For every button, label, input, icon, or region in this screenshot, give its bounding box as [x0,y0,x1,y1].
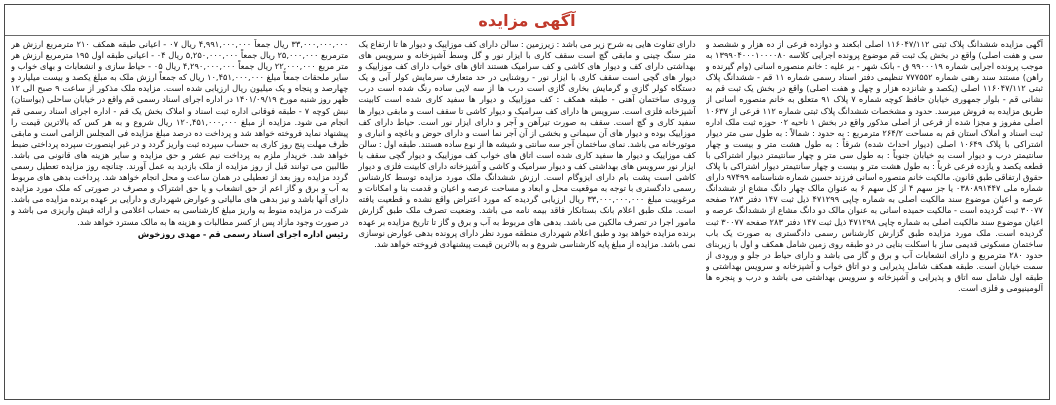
header-divider [5,35,1049,36]
column-middle-text: دارای تفاوت هایی به شرح زیر می باشد : زیرزمین : سالن دارای کف موزاییک و دیوار ها تا ارتفاع یک متر سنگ چینی و مابقی گچ است سقف کاری با ایزار نور و گل وسط آشپزخانه و سرویس های بهداشتی دارای کف و دیوار های کاشی و کف سرامیک هستند اتاق های خواب دارای کف موزاییک و دیوار های گچی است سقف کاری با ایزار نور - روشنایی در حد متعارف سرمایش کولر آبی و یک دستگاه کولر گازی و گرمایش بخاری گازی است درب ها از سه لایی ساده رنگ شده است درب ورودی ساختمان آهنی - طبقه همکف : کف موزاییک و دیوار ها سفید کاری شده است کابینت آشپزخانه فلزی است. سرویس ها دارای کف سرامیک و دیوار کاشی تا سقف است و مابقی دیوار ها سفید کاری و گچ است. سقف به صورت تیرآهن و آجر و دارای ایزار نور است. حیاط دارای کف موزاییک بوده و دیوار های آن سیمانی و بخشی از آن آجر نما است و دارای حوض و باغچه و انباری و موتورخانه می باشد. نمای ساختمان آجر سه سانتی و شیشه ها از نوع ساده هستند. طبقه اول : سالن کف موزاییک و دیوار ها سفید کاری شده است اتاق های خواب کف موزاییک و دیوار گچی سقف با ایزار نور سرویس های بهداشتی کف و دیوار سرامیک و کاشی و آشپزخانه دارای کابینت فلزی و دیوار کاشی است پشت بام دارای ایزوگام است. ارزش ششدانگ ملک مورد مزایده توسط کارشناس رسمی دادگستری با توجه به موقعیت محل و ابعاد و مساحت عرصه و اعیان و قدمت بنا و امکانات و مرغوبیت مبلغ ۳۳,۰۰۰,۰۰۰,۰۰۰ ریال ارزیابی گردیده که مورد اعتراض واقع نشده و قطعیت یافته است. ملک طبق اعلام بانک بستانکار فاقد بیمه نامه می باشد. وضعیت تصرف ملک طبق گزارش مامور اجرا در تصرف مالکین می باشد. بدهی های مربوط به آب و برق و گاز تا تاریخ مزایده بر عهده برنده مزایده خواهد بود و طبق اعلام شهرداری منطقه مورد نظر دارای پرونده بدهی عوارض نوسازی نمی باشد. مزایده از مبلغ پایه کارشناسی شروع و به بالاترین قیمت پیشنهادی فروخته خواهد شد. [358,39,696,249]
column-left-text: ۳۳,۰۰۰,۰۰۰,۰۰۰ ریال جمعاً ۴,۹۹۱,۰۰۰,۰۰۰ ریال ۰۷ - اعیانی طبقه همکف ۲۱۰ مترمربع ارزش هر مترمربع ۲۵,۰۰۰,۰۰۰ ریال جمعاً ۵,۲۵۰,۰۰۰,۰۰۰ ریال ۰۴ - اعیانی طبقه اول ۱۹۵ مترمربع ارزش هر متر مربع ۲۲,۰۰۰,۰۰۰ ریال جمعاً ۴,۲۹۰,۰۰۰,۰۰۰ ریال ۰۵ - حیاط سازی و انشعابات و بهای خواب و سایر ملحقات جمعاً مبلغ ۱۰,۴۵۱,۰۰۰,۰۰۰ ریال که جمعاً ارزش ملک به مبلغ یکصد و بیست میلیارد و چهارصد و پنجاه و یک میلیون ریال ارزیابی شده است. مزایده ملک مذکور از ساعت ۹ صبح الی ۱۲ ظهر روز شنبه مورخ ۱۴۰۱/۰۹/۱۹ در اداره اجرای اسناد رسمی قم واقع در خیابان ساحلی (بواستان) نبش کوچه ۷ - طبقه فوقانی اداره ثبت اسناد و املاک بخش یک قم - اداره اجرای اسناد رسمی قم انجام می شود. مزایده از مبلغ ۱۲۰,۴۵۱,۰۰۰,۰۰۰ ریال شروع و به هر کس که بالاترین قیمت را پیشنهاد نماید فروخته خواهد شد و پرداخت ده درصد مبلغ مزایده فی المجلس الزامی است و مابقی ظرف مهلت پنج روز کاری به حساب سپرده ثبت واریز گردد و در غیر اینصورت سپرده پرداختی ضبط خواهد شد. خریدار ملزم به پرداخت نیم عشر و حق مزایده و سایر هزینه های قانونی می باشد. طالبین می توانند قبل از روز مزایده از ملک بازدید به عمل آورند. چنانچه روز مزایده تعطیل رسمی گردد مزایده روز بعد از تعطیلی در همان ساعت و محل انجام خواهد شد. پرداخت بدهی های مربوط به آب و برق و گاز اعم از حق انشعاب و یا حق اشتراک و مصرف در صورتی که ملک مورد مزایده دارای آنها باشد و نیز بدهی های مالیاتی و عوارض شهرداری و دارایی بر عهده برنده مزایده می باشد. شرکت در مزایده منوط به واریز مبلغ کارشناسی به حساب اعلامی و ارائه فیش واریزی می باشد و در صورت وجود مازاد پس از کسر مطالبات و هزینه ها به مالک مسترد خواهد شد. [11,39,349,227]
notice-header [5,5,1049,35]
notice-frame [4,4,1050,400]
text-column-middle [358,39,695,395]
signature-line: رئیس اداره اجرای اسناد رسمی قم - مهدی روزخوش [137,228,349,239]
notice-body [11,39,1043,395]
text-column-left [11,39,348,395]
column-right-text: آگهی مزایده ششدانگ پلاک ثبتی ۱۱۶۰۴۷/۱۱۲ اصلی ابکعند و دوازده فرعی از ده هزار و ششصد و سی و هفت اصلی) واقع در بخش یک ثبت قم موضوع پرونده اجرایی کلاسه ۱۳۹۹۰۴۰۰۰۱۰۰۰۰۸۰ به موجب پرونده اجرایی شماره ۹۹۰۰۰۱۹ ق - بانک شهر - بر علیه : خانم منصوره اسانی (وام گیرنده و راهن) مستند سند رهنی شماره ۷۷۷۵۵۲ تنظیمی دفتر اسناد رسمی شماره ۱۱ قم - ششدانگ پلاک ثبتی ۱۱۶۰۴۷/۱۱۲ اصلی (یکصد و شانزده هزار و چهل و هفت اصلی) واقع در بخش یک ثبت قم به نشانی قم - بلوار جمهوری خیابان حافظ کوچه شماره ۷ پلاک ۹۱ متعلق به خانم منصوره اسانی از طریق مزایده به فروش میرسد. حدود و مشخصات ششدانگ پلاک ثبتی شماره ۱۱۲ فرعی از ۱۰۶۳۷ اصلی مفروز و مجزا شده از فرعی از اصلی مذکور واقع در بخش ۱ ناحیه ۰۲ حوزه ثبت ملک اداره ثبت اسناد و املاک استان قم به مساحت ۲۶۴/۲ مترمربع : به حدود : شمالاً : به طول سی متر دیوار اشتراکی با پلاک ۱۰۶۴۹ اصلی (دیوار احداث شده) شرقاً : به طول هشت متر و بیست و چهار سانتیمتر درب و دیوار است به خیابان جنوباً : به طول سی متر و چهار سانتیمتر دیوار اشتراکی با قطعه یکصد و یازده فرعی غرباً : به طول هشت متر و بیست و چهار سانتیمتر دیوار اشتراکی با پلاک حقوق ارتفاقی طبق قانون. مالکیت خانم منصوره اسانی فرزند حسین شماره شناسنامه ۹۷۴۹۹ دارای شماره ملی ۰۳۸۰۸۹۱۴۴۷ یا جز سهم ۴ از کل سهم ۶ به عنوان مالک چهار دانگ مشاع از ششدانگ عرصه و اعیان موضوع سند مالکیت اصلی به شماره چاپی ۴۷۱۲۹۹ ذیل ثبت ۱۴۷ دفتر ۲۸۳ صفحه ۳۰۰۷۷ ثبت گردیده است - مالکیت حمیده اسانی به عنوان مالک دو دانگ مشاع از ششدانگ عرصه و اعیان موضوع سند مالکیت اصلی به شماره چاپی ۴۷۱۲۹۸ ذیل ثبت ۱۴۷ دفتر ۲۸۳ صفحه ۳۰۰۷۷ ثبت گردیده است. ملک مورد مزایده طبق گزارش کارشناس رسمی دادگستری به صورت یک باب ساختمان مسکونی قدیمی ساز با اسکلت بنایی در دو طبقه روی زمین شامل همکف و اول با زیربنای حدود ۲۸۰ مترمربع و دارای انشعابات آب و برق و گاز می باشد و دارای حیاط در جلو و ورودی از سمت خیابان است. طبقه همکف شامل پذیرایی و دو اتاق خواب و آشپزخانه و سرویس بهداشتی و طبقه اول شامل سه اتاق و پذیرایی و آشپزخانه و سرویس بهداشتی می باشد و درب و پنجره ها آلومینیومی و فلزی است. [705,39,1043,294]
notice-title: آگهی مزایده [478,10,576,30]
text-column-right [706,39,1043,395]
